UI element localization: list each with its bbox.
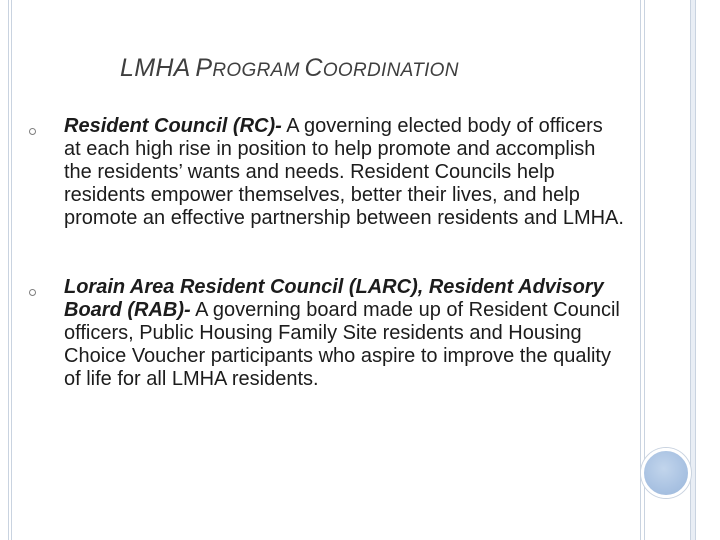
bullet-term: Lorain Area Resident Council (LARC), Resident Advisory Board (RAB)-: [64, 276, 604, 321]
list-item: [64, 276, 624, 391]
bullet-text: A governing board made up of Resident Council officers, Public Housing Family Site residents and Housing Choice Voucher participants who aspire to improve the quality of life for all LMHA residents.: [64, 299, 620, 390]
title-word-coordination-rest: OORDINATION: [322, 60, 459, 81]
hollow-circle-bullet-icon: [29, 289, 36, 296]
title-word-program-initial: P: [195, 54, 213, 82]
hollow-circle-bullet-icon: [29, 128, 36, 135]
bullet-text: A governing elected body of officers at each high rise in position to help promote and accomplish the residents’ wants and needs. Resident Councils help residents empower themselves, better their lives, and help promote an effective partnership between residents and LMHA.: [64, 115, 624, 229]
title-word-program-rest: ROGRAM: [212, 60, 300, 81]
title-word-coordination-initial: C: [304, 54, 323, 82]
list-item: [64, 115, 624, 230]
title-word-lmha: LMHA: [120, 54, 191, 82]
bullet-term: Resident Council (RC)-: [64, 115, 282, 137]
